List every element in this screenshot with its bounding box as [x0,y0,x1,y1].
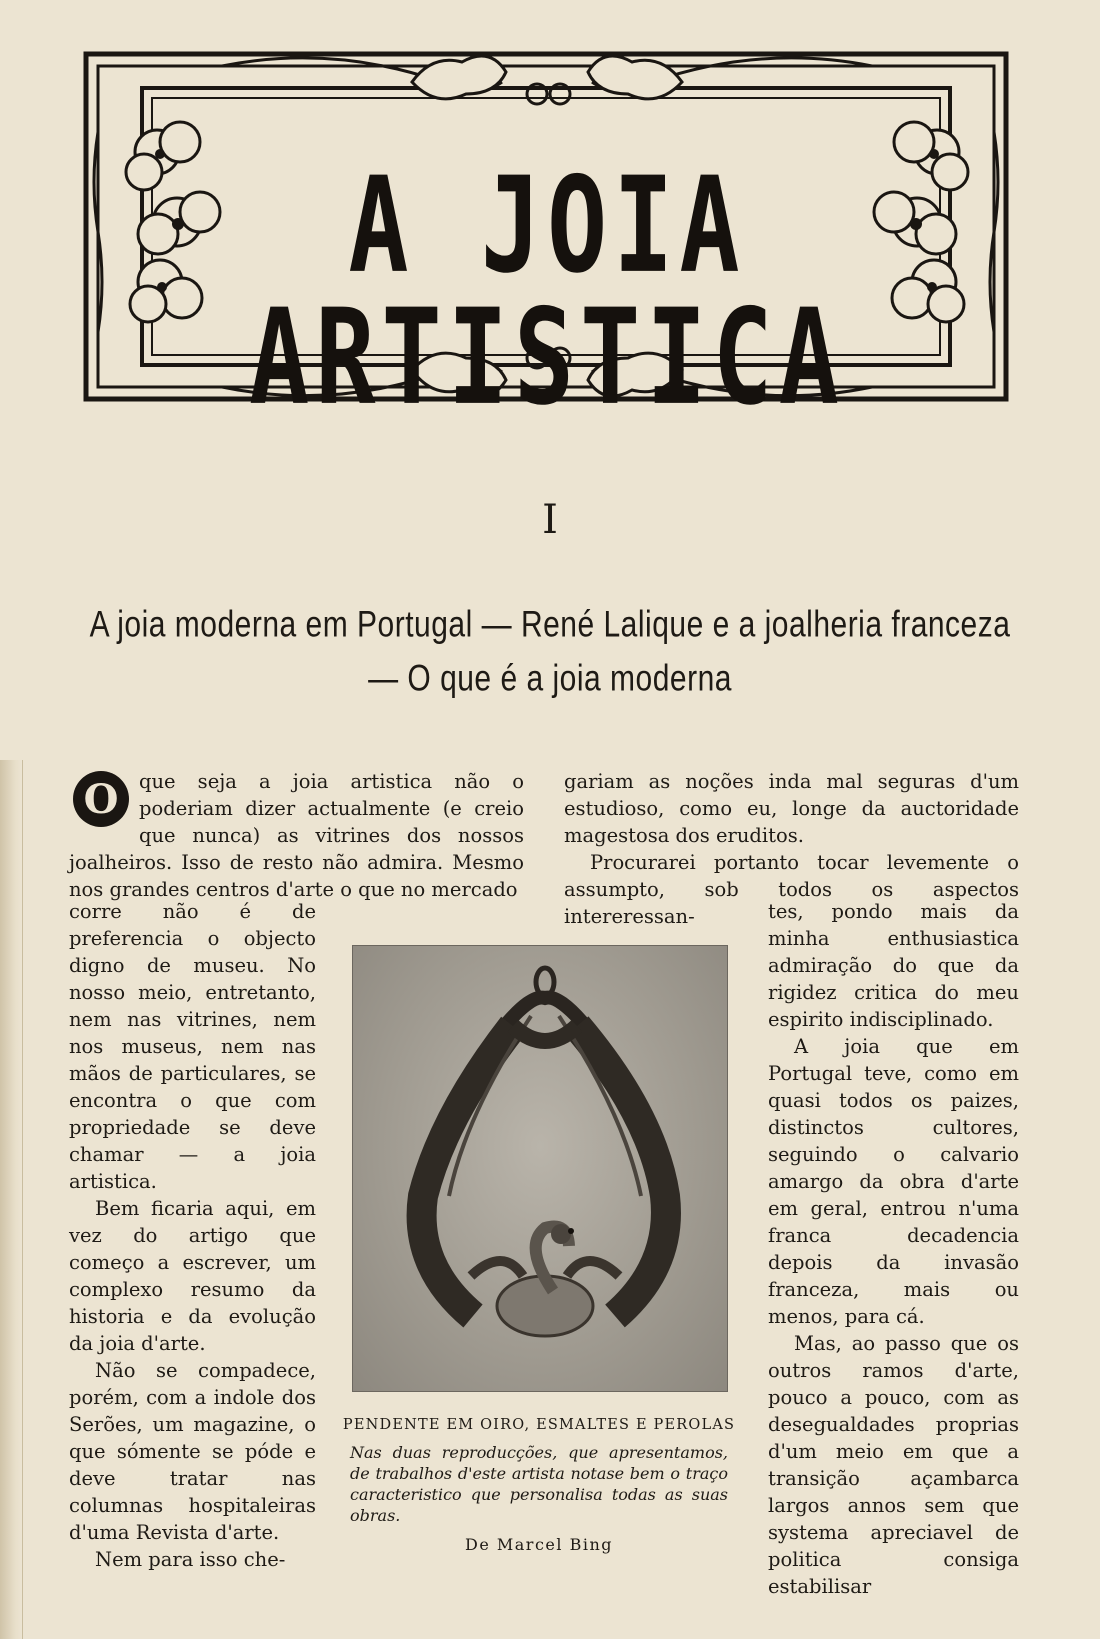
paragraph: Mas, ao passo que os outros ramos d'arte, pouco a pouco, com as desegualdades proprias d'um meio em que a transição açambarca largos annos sem que systema apreciavel de politica consiga estabilisar [768,1332,1019,1598]
paragraph: gariam as noções inda mal seguras d'um estudioso, como eu, longe da auctoridade magestosa dos eruditos. [564,770,1019,847]
paragraph: corre não é de preferencia o objecto digno de museu. No nosso meio, entretanto, nem nas vitrines, nem nos museus, nem nas mãos de particulares, se encontra o que com propriedade se deve chamar — a joia artistica. [69,900,316,1193]
figure-caption-title: PENDENTE EM OIRO, ESMALTES E PEROLAS [342,1417,736,1433]
column-2-body [768,898,1019,1600]
swan-pendant-illustration [353,946,727,1391]
paragraph: Nem para isso che- [95,1548,286,1571]
chapter-subtitle-line-1: A joia moderna em Portugal — René Lalique e a joalheria franceza [89,603,1011,645]
chapter-subtitle-line-2: — O que é a joia moderna [368,657,732,699]
column-1-body [69,898,316,1573]
ornamental-title-frame [82,42,1012,435]
paragraph: A joia que em Portugal teve, como em quasi todos os paizes, distinctos cultores, seguindo o calvario amargo da obra d'arte em geral, entrou n'uma franca decadencia depois da invasão franceza, mais ou menos, para cá. [768,1035,1019,1328]
paragraph: que seja a joia artistica não o poderiam dizer actualmente (e creio que nunca) as vitrines dos nossos joalheiros. Isso de resto não admira. Mesmo nos grandes centros d'arte o que no mercado [69,770,524,901]
chapter-number: I [542,497,558,543]
page-title: A JOIA ARTISTICA [249,148,845,435]
page-fold-edge [0,760,23,1639]
paragraph: Procurarei portanto tocar levemente o assumpto, sob todos os aspectos intereressan- [564,851,1019,928]
column-1-top [69,768,524,903]
drop-cap: O [73,771,129,827]
paragraph: tes, pondo mais da minha enthusiastica admiração do que da rigidez critica do meu espirito indisciplinado. [768,900,1019,1031]
paragraph: Bem ficaria aqui, em vez do artigo que começo a escrever, um complexo resumo da historia e da evolução da joia d'arte. [69,1197,316,1355]
pendant-photo [352,945,728,1392]
figure-credit: De Marcel Bing [464,1535,613,1554]
paragraph: Não se compadece, porém, com a indole dos Serões, um magazine, o que sómente se póde e deve tratar nas columnas hospitaleiras d'uma Revista d'arte. [69,1359,316,1544]
figure-caption-text: Nas duas reproducções, que apresentamos, de trabalhos d'este artista notase bem o traço caracteristico que personalisa todas as suas obras. [350,1443,728,1525]
